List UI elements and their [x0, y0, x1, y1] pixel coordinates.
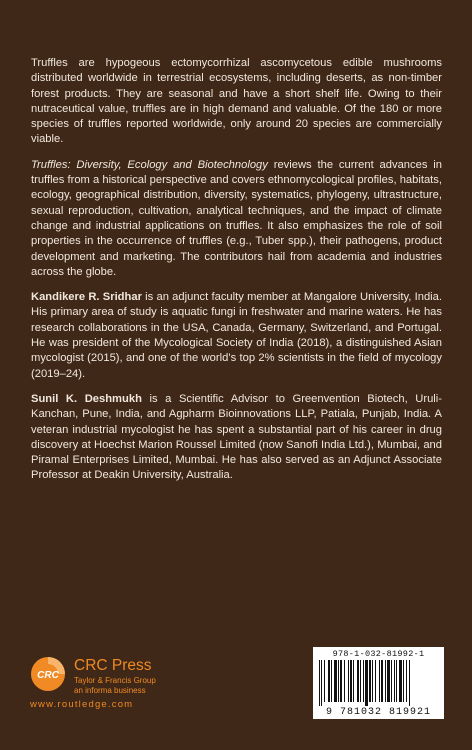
svg-text:CRC: CRC: [37, 670, 59, 681]
isbn-barcode: [313, 647, 444, 719]
publisher-block: [30, 654, 250, 714]
author-bio-text-sridhar: is an adjunct faculty member at Mangalore University, India. His primary area of study is aquatic fungi in freshwater and marine waters. He has research collaborations in the USA, Canada, Germany, Switzerland, and Portugal. He was president of the Mycological Society of India (2018), a distinguished Asian mycologist (2015), and one of the world’s top 2% scientists in the field of mycology (2019–24).: [31, 291, 442, 380]
author-bio-text-deshmukh: is a Scientific Advisor to Greenvention Biotech, Uruli-Kanchan, Pune, India, and Agpharm Bioinnovations LLP, Patiala, Punjab, India. A veteran industrial mycologist he has spent a substantial part of his career in drug discovery at Hoechst Marion Roussel Limited (now Sanofi India Ltd.), Mumbai, and Piramal Enterprises Limited, Mumbai. He has also served as an Adjunct Associate Professor at Deakin University, Australia.: [31, 392, 442, 482]
author-name-sridhar: Kandikere R. Sridhar: [31, 291, 142, 304]
isbn-number-bottom: 9 781032 819921: [325, 707, 431, 718]
barcode-icon: [317, 660, 440, 706]
publisher-name: CRC Press: [74, 657, 152, 674]
author-bio-deshmukh: [31, 392, 442, 484]
intro-paragraph: Truffles are hypogeous ectomycorrhizal ascomycetous edible mushrooms distributed worldwide in terrestrial ecosystems, including deserts, as non-timber forest products. They are seasonal and have a short shelf life. Owing to their nutraceutical value, truffles are in high demand and valuable. Of the 180 or more species of truffles reported worldwide, only around 20 species are commercially viable.: [31, 57, 442, 146]
book-title: Truffles: Diversity, Ecology and Biotechnology: [31, 158, 268, 171]
publisher-website[interactable]: www.routledge.com: [30, 699, 134, 710]
cover-text-block: [31, 56, 442, 494]
author-name-deshmukh: Sunil K. Deshmukh: [31, 392, 142, 405]
crc-press-logo-icon: [30, 656, 66, 692]
publisher-tagline: an informa business: [74, 686, 146, 695]
author-bio-sridhar: [31, 290, 442, 382]
description-text: reviews the current advances in truffles from a historical perspective and covers ethnomycological profiles, habitats, ecology, geographical distribution, diversity, systematics, phylogeny, ultrastructure, sexual reproduction, cultivation, analytical techniques, and the impact of climate change and industrial applications on truffles. It also emphasizes the role of soil properties in the occurrence of truffles (e.g., Tuber spp.), their pathogens, product development and marketing. The contributors hail from academia and industries across the globe.: [31, 158, 442, 278]
description-paragraph: [31, 158, 442, 280]
isbn-number-top: 978-1-032-81992-1: [332, 649, 425, 659]
publisher-group: Taylor & Francis Group: [74, 676, 156, 685]
